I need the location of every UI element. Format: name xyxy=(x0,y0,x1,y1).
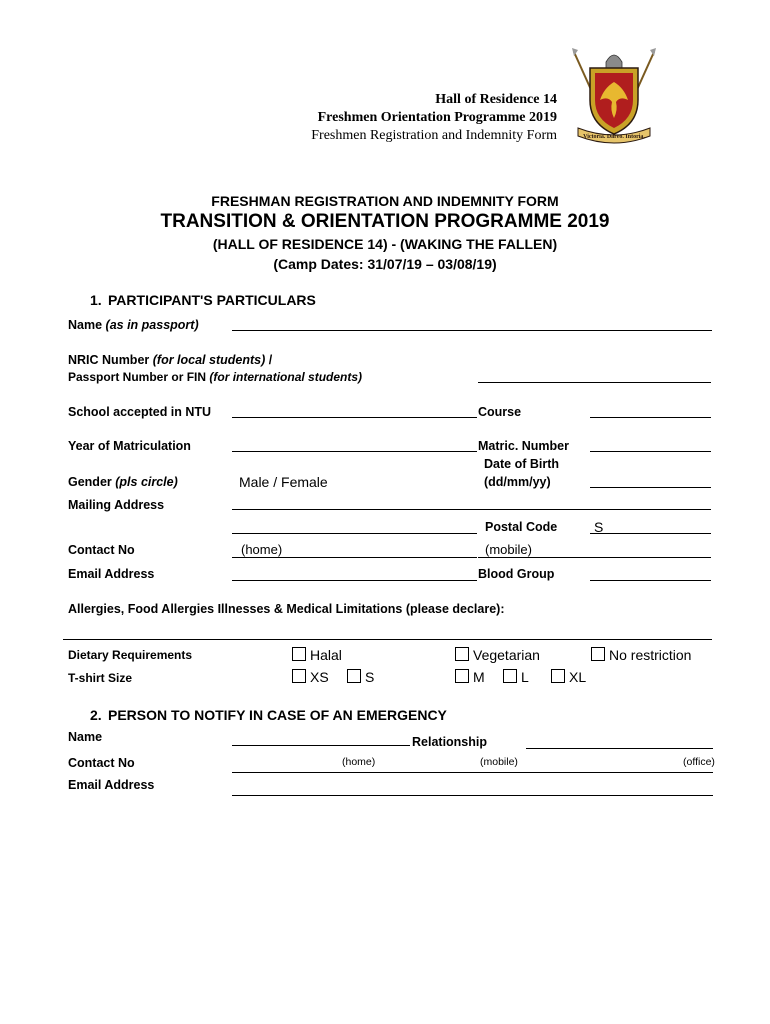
section1-heading: PARTICIPANT'S PARTICULARS xyxy=(108,292,316,308)
contact-mobile-field[interactable] xyxy=(478,557,711,558)
emergency-contact-label: Contact No xyxy=(68,756,135,770)
tshirt-l-checkbox[interactable] xyxy=(503,669,517,683)
form-name: FRESHMAN REGISTRATION AND INDEMNITY FORM xyxy=(211,193,559,209)
tshirt-s-checkbox[interactable] xyxy=(347,669,361,683)
section1-number: 1. xyxy=(90,292,102,308)
tshirt-label: T-shirt Size xyxy=(68,671,133,685)
allergies-field[interactable] xyxy=(63,639,712,640)
emergency-name-label: Name xyxy=(68,730,103,744)
letterhead-line-2: Freshmen Orientation Programme 2019 xyxy=(317,110,557,125)
course-field[interactable] xyxy=(590,417,711,418)
tshirt-l-label: L xyxy=(521,669,529,685)
tshirt-xl-label: XL xyxy=(569,669,587,685)
crest-motto: Victoria. Dareo. Intoria. xyxy=(583,134,645,140)
blood-label: Blood Group xyxy=(478,567,555,581)
name-label: Name (as in passport) xyxy=(68,318,199,332)
emergency-email-field[interactable] xyxy=(232,795,713,796)
dietary-label: Dietary Requirements xyxy=(68,648,193,662)
section2-number: 2. xyxy=(90,707,102,723)
course-label: Course xyxy=(478,405,522,419)
halal-checkbox[interactable] xyxy=(292,647,306,661)
emergency-name-field[interactable] xyxy=(232,745,410,746)
gender-label: Gender (pls circle) xyxy=(68,475,178,489)
emergency-mobile-hint: (mobile) xyxy=(480,756,518,768)
year-field[interactable] xyxy=(232,451,477,452)
hall-crest-logo xyxy=(566,44,662,144)
emergency-contact-field[interactable] xyxy=(232,772,713,773)
nric-label: NRIC Number (for local students) / xyxy=(68,353,273,367)
tshirt-m-label: M xyxy=(473,669,485,685)
passport-label: Passport Number or FIN (for international students) xyxy=(68,370,363,384)
mailing-field-line1[interactable] xyxy=(232,509,711,510)
matric-label: Matric. Number xyxy=(478,439,569,453)
dob-field[interactable] xyxy=(590,487,711,488)
tshirt-xl-checkbox[interactable] xyxy=(551,669,565,683)
camp-dates: (Camp Dates: 31/07/19 – 03/08/19) xyxy=(273,256,497,272)
allergies-label: Allergies, Food Allergies Illnesses & Medical Limitations (please declare): xyxy=(68,602,505,616)
tshirt-xs-label: XS xyxy=(310,669,329,685)
nric-field[interactable] xyxy=(478,382,711,383)
tshirt-xs-checkbox[interactable] xyxy=(292,669,306,683)
contact-mobile-hint: (mobile) xyxy=(485,542,532,557)
mailing-field-line2[interactable] xyxy=(232,533,477,534)
email-field[interactable] xyxy=(232,580,477,581)
contact-label: Contact No xyxy=(68,543,135,557)
relationship-field[interactable] xyxy=(526,748,713,749)
school-field[interactable] xyxy=(232,417,477,418)
postal-field[interactable] xyxy=(590,533,711,534)
section2-heading: PERSON TO NOTIFY IN CASE OF AN EMERGENCY xyxy=(108,707,447,723)
letterhead-line-3: Freshmen Registration and Indemnity Form xyxy=(311,128,557,143)
letterhead-line-1: Hall of Residence 14 xyxy=(435,92,557,107)
postal-label: Postal Code xyxy=(485,520,558,534)
relationship-label: Relationship xyxy=(412,735,488,749)
contact-home-hint: (home) xyxy=(241,542,283,557)
blood-field[interactable] xyxy=(590,580,711,581)
dob-label-1: Date of Birth xyxy=(484,457,559,471)
emergency-office-hint: (office) xyxy=(683,756,715,768)
postal-prefix: S xyxy=(594,519,604,535)
vegetarian-checkbox[interactable] xyxy=(455,647,469,661)
school-label: School accepted in NTU xyxy=(68,405,212,419)
dob-label-2: (dd/mm/yy) xyxy=(484,475,551,489)
halal-label: Halal xyxy=(310,647,342,663)
emergency-email-label: Email Address xyxy=(68,778,155,792)
programme-title: TRANSITION & ORIENTATION PROGRAMME 2019 xyxy=(160,211,610,232)
programme-subtitle: (HALL OF RESIDENCE 14) - (WAKING THE FALLEN) xyxy=(212,236,558,252)
emergency-home-hint: (home) xyxy=(342,756,376,768)
year-label: Year of Matriculation xyxy=(68,439,191,453)
matric-field[interactable] xyxy=(590,451,711,452)
tshirt-s-label: S xyxy=(365,669,375,685)
tshirt-m-checkbox[interactable] xyxy=(455,669,469,683)
gender-options[interactable]: Male / Female xyxy=(239,474,328,490)
no-restriction-label: No restriction xyxy=(609,647,692,663)
vegetarian-label: Vegetarian xyxy=(473,647,540,663)
name-field[interactable] xyxy=(232,330,712,331)
contact-home-field[interactable] xyxy=(232,557,477,558)
mailing-label: Mailing Address xyxy=(68,498,165,512)
no-restriction-checkbox[interactable] xyxy=(591,647,605,661)
email-label: Email Address xyxy=(68,567,155,581)
